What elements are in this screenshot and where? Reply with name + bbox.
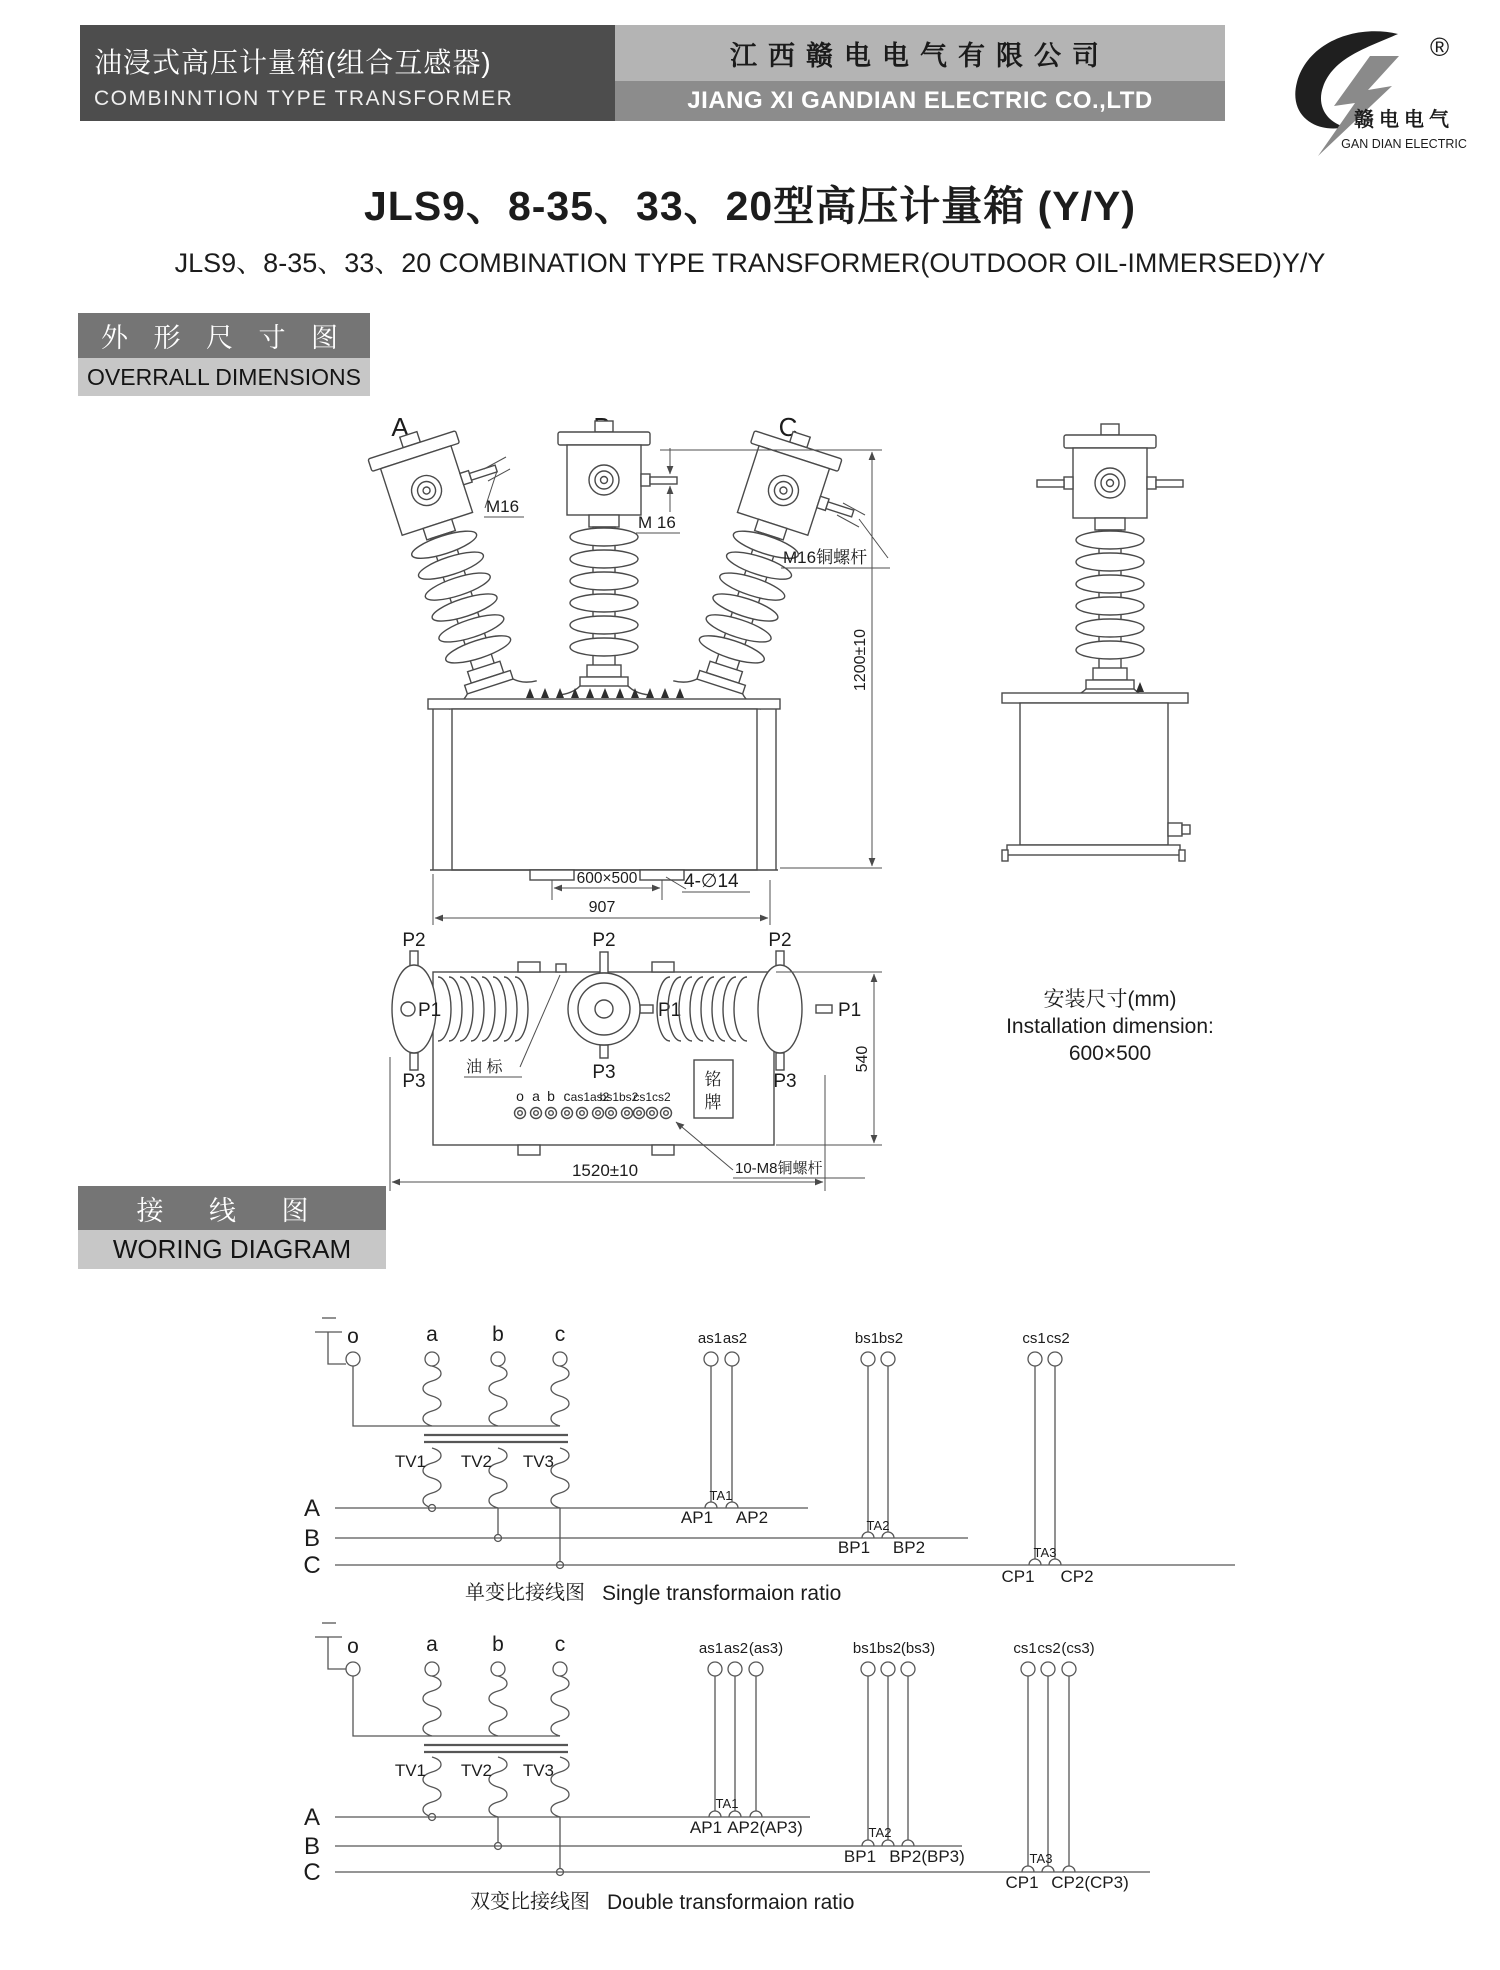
wiring-diagram-single — [240, 1295, 1260, 1610]
section-dimensions-cn: 外 形 尺 寸 图 — [78, 313, 370, 358]
p3-label-left: P3 — [402, 1071, 426, 1092]
p1-label-mid: P1 — [658, 1000, 682, 1021]
wiring-diagram-double — [240, 1615, 1260, 1960]
wd-primary — [346, 1633, 569, 1736]
page-title-cn: JLS9、8-35、33、20型高压计量箱 (Y/Y) — [363, 183, 1137, 229]
ws-primary — [346, 1323, 569, 1426]
front-view-drawing — [280, 340, 905, 932]
wd-ta2: TA2 — [868, 1825, 892, 1840]
thread-b-text: M 16 — [638, 513, 676, 532]
thread-annotation-a — [484, 457, 524, 517]
p1-label-right: P1 — [838, 1000, 862, 1021]
wd-term-o: o — [347, 1635, 359, 1658]
company-name-cn: 江西赣电电气有限公司 — [615, 25, 1225, 81]
p1-label-left: P1 — [418, 1000, 442, 1021]
term-a: a — [532, 1088, 540, 1104]
install-note-en: Installation dimension: — [1006, 1015, 1214, 1038]
p3-label-mid: P3 — [592, 1062, 616, 1083]
bushing-b — [558, 421, 677, 695]
ws-as1: as1 — [697, 1330, 723, 1347]
wd-term-c: c — [554, 1633, 566, 1656]
wd-ap1: AP1 — [689, 1818, 723, 1837]
phase-a-label: A — [391, 412, 409, 442]
wd-tv2-label: TV2 — [460, 1761, 492, 1780]
company-name-en: JIANG XI GANDIAN ELECTRIC CO.,LTD — [615, 81, 1225, 121]
ws-bp2: BP2 — [892, 1538, 926, 1557]
depth-dim-text: 540 — [854, 1045, 871, 1073]
wd-core — [424, 1745, 568, 1752]
p2-label-mid: P2 — [592, 930, 616, 951]
ws-caption-cn: 单变比接线图 — [465, 1582, 585, 1604]
phase-c-label: C — [778, 412, 798, 442]
side-bushing — [1037, 424, 1183, 698]
wd-bs2: bs2 — [876, 1640, 902, 1657]
p2-label-right: P2 — [768, 930, 792, 951]
ws-caption — [465, 1581, 841, 1605]
page-title-en: JLS9、8-35、33、20 COMBINATION TYPE TRANSFORMER(OUTDOOR OIL-IMMERSED)Y/Y — [174, 248, 1326, 278]
wd-caption-en: Double transformaion ratio — [607, 1891, 855, 1914]
installation-note — [980, 986, 1240, 1067]
ws-caption-en: Single transformaion ratio — [602, 1582, 842, 1605]
ws-cp1: CP1 — [1001, 1567, 1035, 1586]
wd-term-a: a — [426, 1633, 438, 1656]
term-o: o — [516, 1088, 524, 1104]
wd-caption — [470, 1890, 854, 1914]
width-dim-text: 907 — [588, 899, 616, 916]
ws-bus-c: C — [303, 1552, 321, 1579]
wd-ap2: AP2(AP3) — [727, 1818, 803, 1837]
side-bottom-flange — [1007, 845, 1180, 855]
ws-tv1-label: TV1 — [394, 1452, 426, 1471]
wd-ct-group-c — [1005, 1640, 1128, 1892]
thread-a-text: M16 — [486, 497, 520, 516]
studs-text: 10-M8铜螺杆 — [735, 1160, 823, 1177]
nameplate-char-1: 铭 — [704, 1070, 722, 1089]
bushing-c — [673, 420, 871, 717]
ws-core — [424, 1435, 568, 1442]
side-tank — [1002, 682, 1190, 861]
install-note-cn: 安装尺寸(mm) — [1043, 988, 1177, 1011]
section-wiring-cn: 接 线 图 — [78, 1186, 386, 1230]
ws-term-a: a — [426, 1323, 438, 1346]
top-plate-bolts — [526, 688, 684, 698]
wd-ta3: TA3 — [1029, 1851, 1053, 1866]
tank-front — [428, 688, 780, 880]
wd-cs2: cs2 — [1037, 1640, 1061, 1657]
side-tank-body — [1020, 703, 1168, 845]
ws-ap1: AP1 — [680, 1508, 714, 1527]
thread-annotation-b — [636, 448, 680, 533]
wd-term-b: b — [492, 1633, 504, 1656]
wd-as2: as2 — [723, 1640, 749, 1657]
ws-ap2: AP2 — [735, 1508, 769, 1527]
p2-label-left: P2 — [402, 930, 426, 951]
wd-tv3-label: TV3 — [522, 1761, 554, 1780]
term-b: b — [547, 1088, 555, 1104]
wd-cp2: CP2(CP3) — [1051, 1873, 1129, 1892]
ws-term-c: c — [554, 1323, 566, 1346]
tank-foot-left — [530, 870, 574, 880]
ws-as2: as2 — [722, 1330, 748, 1347]
nameplate-char-2: 牌 — [704, 1093, 722, 1112]
ws-tv2-label: TV2 — [460, 1452, 492, 1471]
nameplate — [694, 1060, 733, 1118]
ws-ct-group-b — [838, 1330, 925, 1557]
ws-ct-group-c — [1001, 1330, 1093, 1586]
wd-bp1: BP1 — [843, 1847, 877, 1866]
holes-text: 4-∅14 — [684, 871, 739, 892]
term-cs: cs1cs2 — [633, 1090, 671, 1104]
install-note-value: 600×500 — [1068, 1042, 1152, 1065]
term-c: c — [563, 1088, 571, 1104]
wd-ct-group-a — [690, 1640, 803, 1837]
bushing-a — [365, 412, 563, 709]
tank-foot-right — [640, 870, 684, 880]
product-title-cn: 油浸式高压计量箱(组合互感器) — [94, 47, 492, 78]
side-top-plate — [1002, 693, 1188, 703]
ws-ta2: TA2 — [866, 1518, 890, 1533]
wd-as3: (as3) — [748, 1640, 784, 1657]
wd-bus-a: A — [303, 1804, 321, 1831]
ws-bus-b: B — [303, 1525, 321, 1552]
side-spigot — [1168, 823, 1182, 836]
ws-cp2: CP2 — [1060, 1567, 1094, 1586]
wd-bs1: bs1 — [852, 1640, 878, 1657]
ws-bus-lines — [303, 1495, 1235, 1579]
logo-brand-en: GAN DIAN ELECTRIC — [1341, 137, 1467, 151]
ws-ta1: TA1 — [709, 1488, 733, 1503]
company-logo — [1282, 28, 1467, 160]
wd-cs3: (cs3) — [1061, 1640, 1095, 1657]
ws-ground-icon — [315, 1318, 346, 1364]
ws-cs1: cs1 — [1022, 1330, 1046, 1347]
height-dim-text: 1200±10 — [852, 628, 869, 692]
wd-as1: as1 — [698, 1640, 724, 1657]
tank-body — [452, 709, 757, 870]
wd-bus-b: B — [303, 1833, 321, 1860]
wd-caption-cn: 双变比接线图 — [470, 1891, 590, 1913]
wd-bs3: (bs3) — [900, 1640, 936, 1657]
section-dimensions-en: OVERRALL DIMENSIONS — [78, 358, 370, 396]
thread-c-text: M16铜螺杆 — [783, 548, 868, 567]
header-product-box — [80, 25, 615, 121]
p3-label-right: P3 — [773, 1071, 797, 1092]
wd-cp1: CP1 — [1005, 1873, 1039, 1892]
wd-tv1-label: TV1 — [394, 1761, 426, 1780]
ws-ct-group-a — [681, 1330, 768, 1527]
wd-ta1: TA1 — [715, 1796, 739, 1811]
wd-ground-icon — [315, 1623, 346, 1669]
plan-view-drawing — [280, 915, 910, 1205]
mount-span-text: 600×500 — [576, 870, 638, 887]
wd-secondary — [395, 1757, 569, 1876]
plan-disc-right — [758, 965, 802, 1053]
term-as: as1as2 — [570, 1090, 610, 1104]
ws-tv3-label: TV3 — [522, 1452, 554, 1471]
ws-term-o: o — [347, 1325, 359, 1348]
oil-gauge-label: 油 标 — [466, 1059, 503, 1076]
registered-mark: ® — [1430, 32, 1450, 62]
ws-bs1: bs1 — [854, 1330, 880, 1347]
ws-cs2: cs2 — [1046, 1330, 1070, 1347]
side-view-drawing — [980, 420, 1240, 890]
section-wiring-en: WORING DIAGRAM — [78, 1230, 386, 1269]
wd-bp2: BP2(BP3) — [889, 1847, 965, 1866]
term-bs: bs1bs2 — [599, 1090, 639, 1104]
ws-bs2: bs2 — [878, 1330, 904, 1347]
product-title-en: COMBINNTION TYPE TRANSFORMER — [94, 87, 514, 110]
wd-ct-group-b — [844, 1640, 965, 1866]
ws-bus-a: A — [303, 1495, 321, 1522]
side-bolt — [1136, 682, 1144, 692]
ws-bp1: BP1 — [837, 1538, 871, 1557]
logo-brand-cn: 赣电电气 — [1354, 109, 1454, 131]
wd-bus-c: C — [303, 1859, 321, 1886]
tank-top-plate — [428, 699, 780, 709]
wd-cs1: cs1 — [1013, 1640, 1037, 1657]
length-dim-text: 1520±10 — [571, 1161, 639, 1180]
ws-ta3: TA3 — [1033, 1545, 1057, 1560]
ws-term-b: b — [492, 1323, 504, 1346]
